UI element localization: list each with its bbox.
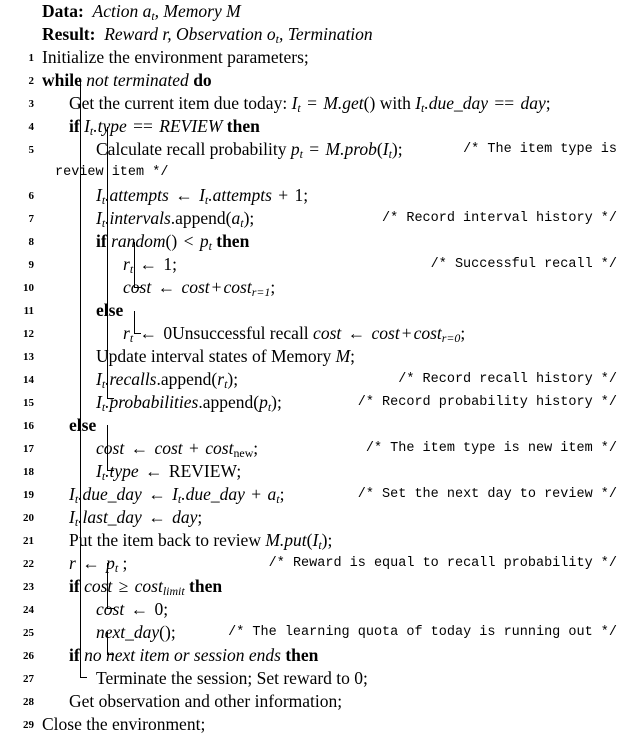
line-text: $r_t$ ← 0Unsuccessful recall cost ← cost + cost$_{r=0}$; — [123, 323, 466, 346]
line-text: if $I_t.type$ == REVIEW then — [69, 116, 260, 139]
algorithm-result-line — [0, 23, 621, 46]
line-comment: /* The item type is — [463, 142, 617, 157]
algorithm-line-3 — [0, 92, 621, 115]
line-text: $r_t$ ← 1; — [123, 254, 177, 277]
algorithm-line-29 — [0, 713, 621, 736]
line-comment: /* Record recall history */ — [398, 372, 617, 387]
algorithm-line-25 — [0, 621, 621, 644]
data-value: Action $a_t$, Memory M — [88, 1, 241, 24]
line-number: 15 — [23, 397, 34, 409]
line-text: Calculate recall probability $p_t$ = $M.prob(I_t)$; — [96, 139, 403, 162]
line-text: else — [96, 300, 124, 320]
line-text: cost ← 0; — [96, 599, 169, 619]
line-number: 28 — [23, 696, 34, 708]
line-number: 11 — [23, 305, 34, 317]
line-text: if random() < $p_t$ then — [96, 231, 250, 254]
algorithm-line-15 — [0, 391, 621, 414]
algorithm-line-16 — [0, 414, 621, 437]
line-number: 4 — [28, 121, 34, 133]
line-text: cost ← cost + cost$_{new}$; — [96, 438, 259, 461]
algorithm-line-7 — [0, 207, 621, 230]
line-number: 24 — [23, 604, 34, 616]
algorithm-line-28 — [0, 690, 621, 713]
algorithm-line-19 — [0, 483, 621, 506]
algorithm-line-24 — [0, 598, 621, 621]
line-number: 10 — [23, 282, 34, 294]
line-number: 26 — [23, 650, 34, 662]
result-keyword: Result: — [42, 24, 96, 44]
algorithm-line-5 — [0, 138, 621, 184]
line-text: r ← $p_t$ ; — [69, 553, 128, 576]
line-number: 7 — [28, 213, 34, 225]
line-number: 5 — [28, 144, 34, 156]
line-text: else — [69, 415, 97, 435]
line-number: 17 — [23, 443, 34, 455]
algorithm-line-12 — [0, 322, 621, 345]
line-number: 22 — [23, 558, 34, 570]
line-number: 29 — [23, 719, 34, 731]
line-comment: /* Record interval history */ — [382, 211, 617, 226]
line-comment: /* The learning quota of today is running out */ — [228, 625, 617, 640]
line-number: 8 — [28, 236, 34, 248]
line-text: while not terminated do — [42, 70, 212, 90]
line-number: 6 — [28, 190, 34, 202]
line-text: $I_t.recalls.append(r_t)$; — [96, 369, 239, 392]
line-text: Initialize the environment parameters; — [42, 47, 309, 67]
line-number: 9 — [28, 259, 34, 271]
line-number: 14 — [23, 374, 34, 386]
line-number: 23 — [23, 581, 34, 593]
line-text: Update interval states of Memory M; — [96, 346, 356, 366]
line-text: cost ← cost + cost$_{r=1}$; — [123, 277, 276, 300]
line-number: 3 — [28, 98, 34, 110]
algorithm-line-13 — [0, 345, 621, 368]
line-text: Get the current item due today: $I_t = M.get()$ with $I_t.due\_day$ == day; — [69, 93, 551, 116]
algorithm-line-17 — [0, 437, 621, 460]
line-text: Close the environment; — [42, 714, 206, 734]
line-number: 27 — [23, 673, 34, 685]
line-text: if cost ≥ cost$_{limit}$ then — [69, 576, 223, 599]
algorithm-line-8 — [0, 230, 621, 253]
algorithm-line-1 — [0, 46, 621, 69]
line-number: 20 — [23, 512, 34, 524]
line-text: Terminate the session; Set reward to 0; — [96, 668, 368, 688]
algorithm-line-2 — [0, 69, 621, 92]
algorithm-line-23 — [0, 575, 621, 598]
algorithm-data-line — [0, 0, 621, 23]
line-number: 2 — [28, 75, 34, 87]
algorithm-line-21 — [0, 529, 621, 552]
line-number: 1 — [28, 52, 34, 64]
line-number: 19 — [23, 489, 34, 501]
line-text: $I_t.intervals.append(a_t)$; — [96, 208, 255, 231]
line-text: next_day(); — [96, 622, 176, 642]
algorithm-line-27 — [0, 667, 621, 690]
line-comment-continued: review item */ — [55, 165, 169, 180]
line-comment: /* Set the next day to review */ — [357, 487, 617, 502]
line-comment: /* Reward is equal to recall probability */ — [268, 556, 617, 571]
algorithm-line-11 — [0, 299, 621, 322]
result-value: Reward r, Observation $o_t$, Termination — [99, 24, 373, 47]
line-text: $I_t.attempts$ ← $I_t.attempts + 1$; — [96, 185, 309, 208]
line-number: 16 — [23, 420, 34, 432]
line-text: $I_t.last\_day$ ← day; — [69, 507, 203, 530]
algorithm-line-18 — [0, 460, 621, 483]
line-text: $I_t.type$ ← REVIEW; — [96, 461, 242, 484]
algorithm-line-10 — [0, 276, 621, 299]
data-keyword: Data: — [42, 1, 84, 21]
algorithm-line-22 — [0, 552, 621, 575]
line-text: $I_t.due\_day$ ← $I_t.due\_day + a_t$; — [69, 484, 285, 507]
line-comment: /* Successful recall */ — [430, 257, 617, 272]
algorithm-line-9 — [0, 253, 621, 276]
algorithm-line-14 — [0, 368, 621, 391]
algorithm-line-26 — [0, 644, 621, 667]
algorithm-line-20 — [0, 506, 621, 529]
line-number: 18 — [23, 466, 34, 478]
algorithm-line-6 — [0, 184, 621, 207]
line-text: $I_t.probabilities.append(p_t)$; — [96, 392, 282, 415]
line-number: 21 — [23, 535, 34, 547]
line-number: 13 — [23, 351, 34, 363]
line-text: if no next item or session ends then — [69, 645, 319, 665]
line-number: 12 — [23, 328, 34, 340]
line-number: 25 — [23, 627, 34, 639]
line-comment: /* Record probability history */ — [357, 395, 617, 410]
line-comment: /* The item type is new item */ — [365, 441, 617, 456]
algorithm-line-4 — [0, 115, 621, 138]
line-text: Get observation and other information; — [69, 691, 343, 711]
line-text: Put the item back to review $M.put(I_t)$; — [69, 530, 333, 553]
